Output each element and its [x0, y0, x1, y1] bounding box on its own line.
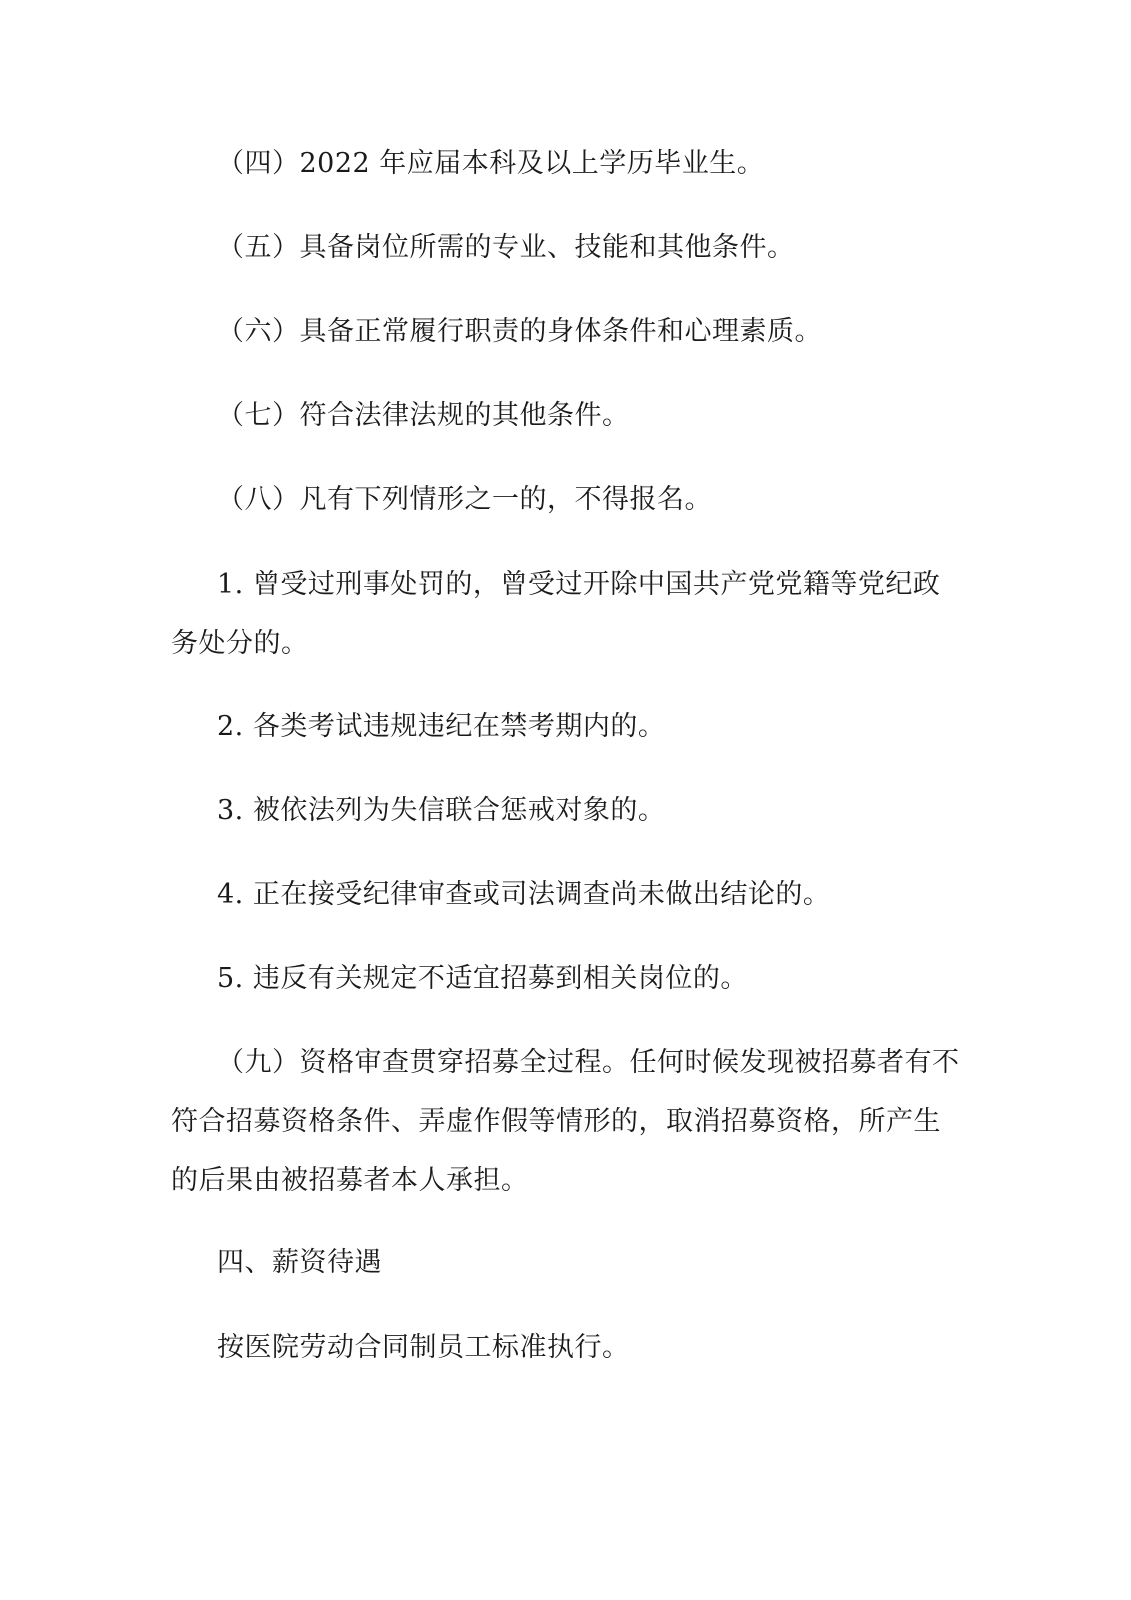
paragraph-exclusion-5: 5. 违反有关规定不适宜招募到相关岗位的。 — [217, 963, 748, 994]
paragraph-salary: 按医院劳动合同制员工标准执行。 — [217, 1332, 630, 1363]
paragraph-condition-7: （七）符合法律法规的其他条件。 — [217, 400, 630, 431]
paragraph-exclusion-2: 2. 各类考试违规违纪在禁考期内的。 — [217, 711, 666, 742]
paragraph-condition-8: （八）凡有下列情形之一的，不得报名。 — [217, 484, 712, 515]
paragraph-condition-5: （五）具备岗位所需的专业、技能和其他条件。 — [217, 232, 795, 263]
paragraph-condition-9: （九）资格审查贯穿招募全过程。任何时候发现被招募者有不符合招募资格条件、弄虚作假等情形的，取消招募资格，所产生的后果由被招募者本人承担。 — [171, 1047, 960, 1196]
paragraph-exclusion-4: 4. 正在接受纪律审查或司法调查尚未做出结论的。 — [217, 879, 831, 910]
paragraph-exclusion-3: 3. 被依法列为失信联合惩戒对象的。 — [217, 795, 666, 826]
section-heading-salary: 四、薪资待遇 — [217, 1247, 382, 1278]
paragraph-exclusion-1: 1. 曾受过刑事处罚的，曾受过开除中国共产党党籍等党纪政务处分的。 — [171, 569, 941, 659]
paragraph-condition-6: （六）具备正常履行职责的身体条件和心理素质。 — [217, 316, 822, 347]
paragraph-condition-4: （四）2022 年应届本科及以上学历毕业生。 — [217, 148, 765, 179]
